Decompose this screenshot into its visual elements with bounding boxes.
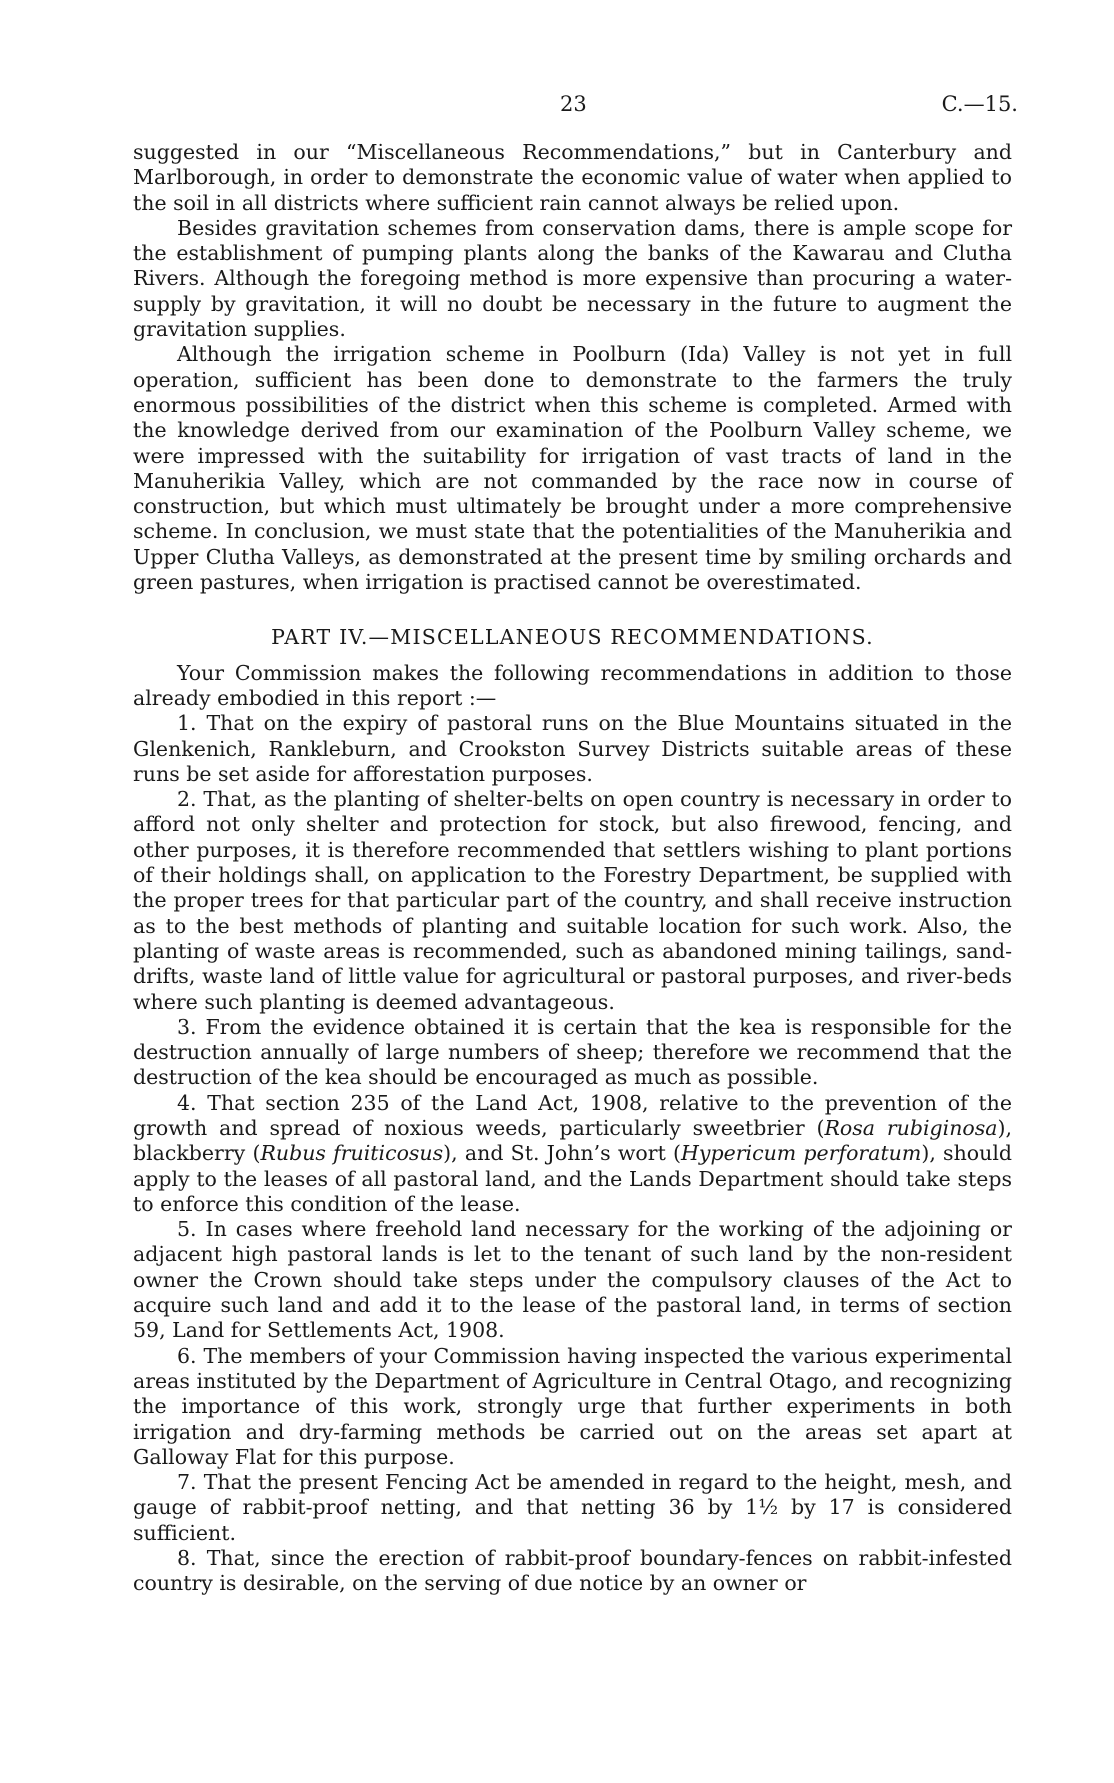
recommendation-2: 2. That, as the planting of shelter-belts on open country is necessary in order to afford not only shelter and protection for stock, but also firewood, fencing, and other purposes, it is therefore recommended that settlers wishing to plant portions of their holdings shall, on application to the Forestry Department, be supplied with the proper trees for that particular part of the country, and shall receive instruction as to the best methods of planting and suitable location for such work. Also, the planting of waste areas is recommended, such as abandoned mining tailings, sand-drifts, waste land of little value for agricultural or pastoral purposes, and river-beds where such planting is deemed advantageous. — [133, 787, 1012, 1014]
recommendations-intro: Your Commission makes the following recommendations in addition to those already embodied in this report :— — [133, 660, 1012, 710]
species-name-blackberry: Rubus fruiticosus — [260, 1141, 444, 1166]
recommendation-4-text-c: ), and St. John’s wort ( — [443, 1141, 682, 1166]
species-name-st-johns-wort: Hypericum perforatum — [681, 1141, 922, 1166]
recommendation-3: 3. From the evidence obtained it is certain that the kea is responsible for the destruction annually of large numbers of sheep; therefore we recommend that the destruction of the kea should be encouraged as much as possible. — [133, 1014, 1012, 1090]
recommendation-8: 8. That, since the erection of rabbit-proof boundary-fences on rabbit-infested country is desirable, on the serving of due notice by an owner or — [133, 1546, 1012, 1596]
page-header — [0, 92, 1114, 122]
paragraph-poolburn-scheme: Although the irrigation scheme in Poolburn (Ida) Valley is not yet in full operation, sufficient has been done to demonstrate to the farmers the truly enormous possibilities of the district when this scheme is completed. Armed with the knowledge derived from our examination of the Poolburn Valley scheme, we were impressed with the suitability for irrigation of vast tracts of land in the Manuherikia Valley, which are not commanded by the race now in course of construction, but which must ultimately be brought under a more comprehensive scheme. In conclusion, we must state that the potentialities of the Manuherikia and Upper Clutha Valleys, as demonstrated at the present time by smiling orchards and green pastures, when irrigation is practised cannot be overestimated. — [133, 342, 1012, 595]
recommendation-1: 1. That on the expiry of pastoral runs on the Blue Mountains situated in the Glenkenich, Rankleburn, and Crookston Survey Districts suitable areas of these runs be set aside for afforestation purposes. — [133, 711, 1012, 786]
species-name-sweetbrier: Rosa rubiginosa — [824, 1115, 998, 1140]
recommendation-4-text-b: ), blackberry ( — [133, 1115, 1013, 1166]
body-text — [133, 140, 1012, 1597]
recommendation-7: 7. That the present Fencing Act be amended in regard to the height, mesh, and gauge of rabbit-proof netting, and that netting 36 by 1½ by 17 is considered sufficient. — [133, 1470, 1012, 1545]
document-reference: C.—15. — [941, 92, 1018, 116]
recommendation-4-text-a: 4. That section 235 of the Land Act, 1908, relative to the prevention of the growth and spread of noxious weeds, particularly sweetbrier ( — [133, 1090, 1012, 1140]
recommendation-5: 5. In cases where freehold land necessary for the working of the adjoining or adjacent high pastoral lands is let to the tenant of such land by the non-resident owner the Crown should take steps under the compulsory clauses of the Act to acquire such land and add it to the lease of the pastoral land, in terms of section 59, Land for Settlements Act, 1908. — [133, 1217, 1012, 1343]
paragraph-pumping-plants: Besides gravitation schemes from conservation dams, there is ample scope for the establishment of pumping plants along the banks of the Kawarau and Clutha Rivers. Although the foregoing method is more expensive than procuring a water-supply by gravitation, it will no doubt be necessary in the future to augment the gravitation supplies. — [133, 215, 1012, 342]
paragraph-continuation: suggested in our “Miscellaneous Recommendations,” but in Canterbury and Marlborough, in order to demonstrate the economic value of water when applied to the soil in all districts where sufficient rain cannot always be relied upon. — [133, 140, 1012, 215]
recommendation-4 — [133, 1091, 1012, 1217]
recommendation-6: 6. The members of your Commission having inspected the various experimental areas instituted by the Department of Agriculture in Central Otago, and recognizing the importance of this work, strongly urge that further experiments in both irrigation and dry-farming methods be carried out on the areas set apart at Galloway Flat for this purpose. — [133, 1343, 1012, 1469]
recommendation-4-text-d: ), should apply to the leases of all pastoral land, and the Lands Department should take steps to enforce this condition of the lease. — [133, 1141, 1013, 1216]
section-heading: PART IV.—MISCELLANEOUS RECOMMENDATIONS. — [271, 625, 874, 650]
page-number: 23 — [560, 92, 587, 116]
